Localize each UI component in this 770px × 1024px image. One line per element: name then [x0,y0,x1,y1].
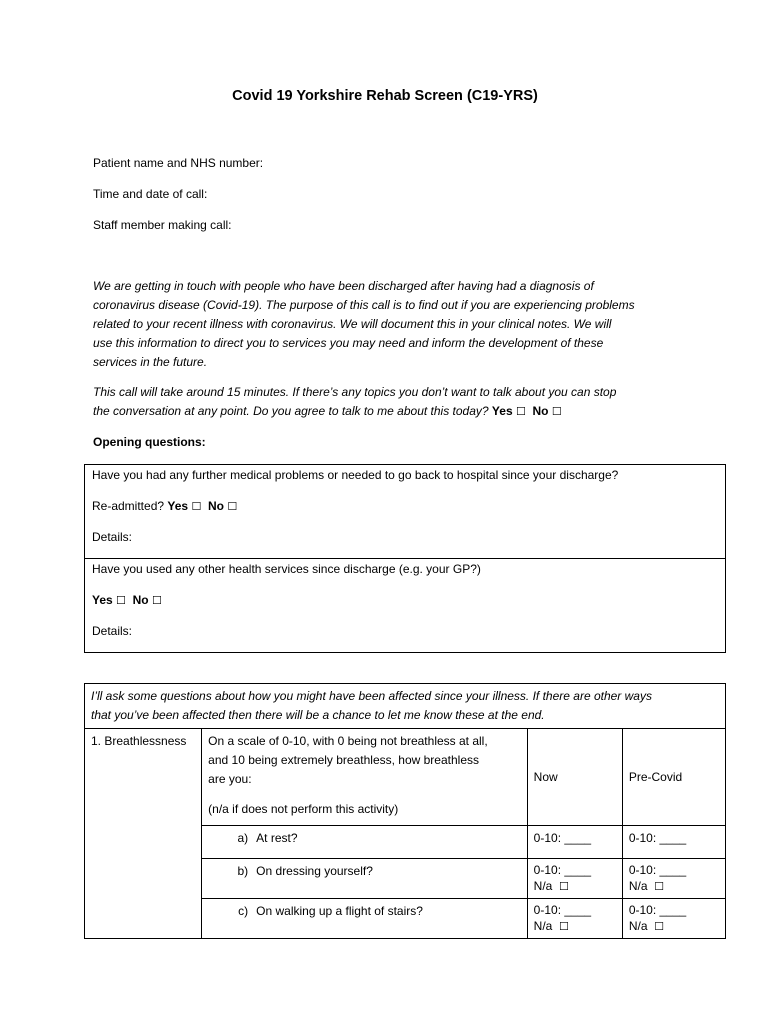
table-row [85,559,726,653]
precovid-score-field[interactable]: 0-10: ____ [628,863,687,877]
scale-question-line: and 10 being extremely breathless, how breathless [208,753,479,767]
now-score-field[interactable]: 0-10: ____ [533,863,592,877]
question-text: Have you used any other health services since discharge (e.g. your GP?) [92,562,481,576]
na-label: N/a [533,879,553,893]
precovid-na-checkbox[interactable]: ☐ [654,920,665,933]
na-label: N/a [533,919,553,933]
item-text: On dressing yourself? [256,864,373,878]
item-letter: b) [237,864,249,878]
opening-questions-table [84,464,726,653]
intro-paragraph [93,277,693,372]
precovid-score-field[interactable]: 0-10: ____ [628,903,687,917]
scale-question-cell [202,729,528,826]
section-intro-cell [85,684,726,729]
item-letter: a) [237,831,249,845]
now-na-row [534,918,616,935]
precovid-score-field[interactable]: 0-10: ____ [622,826,725,859]
precovid-header: Pre-Covid [622,729,725,826]
consent-yes-label: Yes [491,404,513,418]
intro-line: related to your recent illness with coronavirus. We will document this in your clinical notes. We will [93,317,612,331]
breathlessness-label: 1. Breathlessness [85,729,202,939]
services-no-label: No [132,593,149,607]
question-cell [85,559,726,653]
now-na-row [534,878,616,895]
item-text: On walking up a flight of stairs? [256,904,423,918]
now-score-cell [527,859,622,899]
now-score-field[interactable]: 0-10: ____ [527,826,622,859]
scale-question-line: are you: [208,772,252,786]
consent-yes-checkbox[interactable]: ☐ [515,405,526,418]
services-yes-checkbox[interactable]: ☐ [116,594,126,607]
now-na-checkbox[interactable]: ☐ [559,880,569,893]
precovid-na-checkbox[interactable]: ☐ [654,880,665,893]
section-intro-line: I’ll ask some questions about how you might have been affected since your illness. If there are other ways [91,689,652,703]
na-label: N/a [628,919,648,933]
intro-line: use this information to direct you to services you may need and inform the development of these [93,336,604,350]
table-row [85,684,726,729]
page-title: Covid 19 Yorkshire Rehab Screen (C19-YRS) [232,88,538,104]
opening-heading: Opening questions: [93,435,206,449]
now-score-field[interactable]: 0-10: ____ [533,903,592,917]
staff-field-label: Staff member making call: [93,218,232,232]
question-text: Have you had any further medical problems or needed to go back to hospital since your discharge? [92,468,619,482]
details-field[interactable]: Details: [92,624,133,638]
na-note: (n/a if does not perform this activity) [208,802,399,816]
readmitted-yes-checkbox[interactable]: ☐ [191,500,202,513]
intro-line: coronavirus disease (Covid-19). The purpose of this call is to find out if you are experiencing problems [93,298,635,312]
intro-line: We are getting in touch with people who have been discharged after having had a diagnosis of [93,279,594,293]
precovid-score-cell [622,859,725,899]
table-row [85,465,726,559]
services-no-checkbox[interactable]: ☐ [151,594,162,607]
consent-no-checkbox[interactable]: ☐ [551,405,562,418]
section-intro-line: that you’ve been affected then there will be a chance to let me know these at the end. [91,708,545,722]
scale-question-line: On a scale of 0-10, with 0 being not breathless at all, [208,734,488,748]
now-header: Now [527,729,622,826]
breathlessness-table [84,683,726,939]
item-question-cell [202,859,528,899]
consent-line [93,402,693,421]
intro-line: services in the future. [93,355,208,369]
consent-no-label: No [532,404,549,418]
consent-paragraph [93,383,693,421]
precovid-na-row [629,878,719,895]
question-cell [85,465,726,559]
readmitted-row [92,499,718,514]
item-question-cell [202,899,528,939]
readmitted-yes-label: Yes [167,499,189,513]
precovid-score-cell [622,899,725,939]
readmitted-label: Re-admitted? [92,499,165,513]
services-row [92,593,718,608]
details-field[interactable]: Details: [92,530,133,544]
readmitted-no-label: No [207,499,224,513]
consent-line: This call will take around 15 minutes. If there’s any topics you don’t want to talk about you can stop [93,385,617,399]
na-label: N/a [628,879,648,893]
services-yes-label: Yes [92,593,113,607]
now-na-checkbox[interactable]: ☐ [559,920,569,933]
time-field-label: Time and date of call: [93,187,208,201]
readmitted-no-checkbox[interactable]: ☐ [227,500,238,513]
item-question-cell [202,826,528,859]
now-score-cell [527,899,622,939]
item-letter: c) [238,904,249,918]
consent-question: the conversation at any point. Do you agree to talk to me about this today? [93,404,489,418]
table-row [85,729,726,826]
item-text: At rest? [256,831,298,845]
patient-field-label: Patient name and NHS number: [93,156,264,170]
precovid-na-row [629,918,719,935]
